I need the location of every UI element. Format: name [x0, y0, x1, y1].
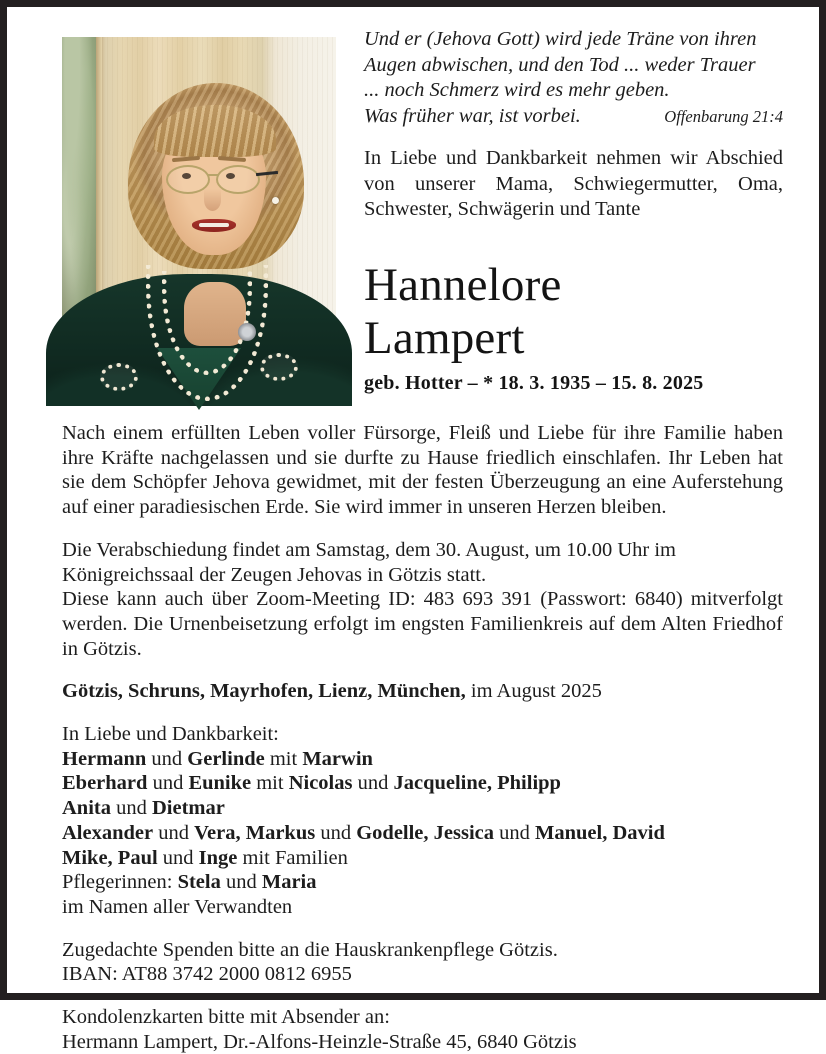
family-line: [62, 846, 783, 871]
family-line: [62, 895, 783, 920]
portrait-nose: [204, 189, 221, 211]
places-list: Götzis, Schruns, Mayrhofen, Lienz, München,: [62, 680, 466, 703]
notice-inner: [7, 7, 819, 1053]
portrait-photo: [62, 37, 336, 400]
photo-background-plant: [62, 37, 96, 337]
deceased-family-name: Lampert: [364, 312, 525, 364]
family-member-name: Anita: [62, 797, 111, 820]
family-connector: und: [352, 772, 394, 795]
portrait-head: [146, 93, 282, 271]
family-member-name: Manuel, David: [535, 821, 665, 844]
verse-line-2: Augen abwischen, und den Tod ... weder Trauer: [364, 53, 756, 76]
family-member-name: Eunike: [188, 772, 252, 795]
verse-line-4: Was früher war, ist vorbei.: [364, 104, 581, 127]
family-member-name: Marwin: [302, 747, 373, 770]
family-connector: mit: [251, 772, 289, 795]
family-member-name: Gerlinde: [187, 747, 265, 770]
verse-line-3: ... noch Schmerz wird es mehr geben.: [364, 79, 670, 101]
family-member-name: Maria: [261, 871, 317, 894]
portrait-earring: [272, 197, 279, 204]
family-member-name: Stela: [177, 871, 221, 894]
verse-reference: Offenbarung 21:4: [664, 106, 783, 126]
family-heading: In Liebe und Dankbarkeit:: [62, 723, 279, 746]
family-member-name: Mike, Paul: [62, 846, 158, 869]
spacer-after-zoom: [62, 661, 783, 679]
places-date: im August 2025: [465, 680, 602, 703]
verse-and-intro: [364, 27, 783, 223]
donation-block: [62, 938, 783, 987]
family-connector: und: [220, 871, 262, 894]
portrait-glasses-lens-right: [216, 165, 260, 194]
notice-body: [62, 421, 783, 1054]
portrait-photo-content: [62, 37, 336, 400]
family-connector: Pflegerinnen:: [62, 871, 178, 894]
family-member-name: Inge: [198, 846, 238, 869]
verse-line-1: Und er (Jehova Gott) wird jede Träne von ihren: [364, 28, 757, 50]
farewell-paragraph: Die Verabschiedung findet am Samstag, dem 30. August, um 10.00 Uhr im Königreichssaal der Zeugen Jehovas in Götzis statt.: [62, 538, 676, 586]
portrait-brooch-right: [260, 353, 298, 381]
family-line: [62, 747, 783, 772]
condolence-line-2: Hermann Lampert, Dr.-Alfons-Heinzle-Straße 45, 6840 Götzis: [62, 1030, 577, 1053]
family-connector: und: [315, 821, 357, 844]
portrait-brooch-left: [100, 363, 138, 391]
family-connector: und: [153, 821, 195, 844]
eulogy-paragraph: Nach einem erfüllten Leben voller Fürsorge, Fleiß und Liebe für ihre Familie haben ihre Kräfte nachgelassen und sie durfte zu Hause friedlich einschlafen. Ihr Leben hat sie dem Schöpfer Jehova gewidmet, mit der festen Überzeugung an eine Auferstehung auf einer paradiesischen Erde. Sie wird immer in unseren Herzen bleiben.: [62, 422, 783, 519]
portrait-glasses-bridge: [207, 174, 218, 176]
family-names-list: [62, 747, 783, 920]
deceased-birth-death-line: geb. Hotter – * 18. 3. 1935 – 15. 8. 2025: [364, 372, 704, 394]
family-connector: und: [110, 797, 152, 820]
family-connector: und: [147, 772, 189, 795]
deceased-name-block: [364, 259, 783, 395]
condolence-block: [62, 1005, 783, 1054]
family-line: [62, 771, 783, 796]
family-connector: und: [146, 747, 188, 770]
family-member-name: Hermann: [62, 747, 147, 770]
intro-text: In Liebe und Dankbarkeit nehmen wir Abschied von unserer Mama, Schwiegermutter, Oma, Schwester, Schwägerin und Tante: [364, 147, 783, 220]
family-line: [62, 870, 783, 895]
family-connector: mit: [264, 747, 303, 770]
family-line: [62, 821, 783, 846]
spacer-after-eulogy: [62, 520, 783, 538]
family-member-name: Dietmar: [151, 797, 225, 820]
family-line: [62, 796, 783, 821]
spacer-after-places: [62, 704, 783, 722]
places-and-date: [62, 679, 783, 704]
family-connector: im Namen aller Verwandten: [62, 895, 293, 918]
spacer-after-donation: [62, 987, 783, 1005]
family-member-name: Jacqueline, Philipp: [393, 772, 561, 795]
scripture-verse: [364, 27, 783, 129]
donation-line-1: Zugedachte Spenden bitte an die Hauskrankenpflege Götzis.: [62, 938, 558, 961]
deceased-given-name: Hannelore: [364, 259, 562, 311]
family-member-name: Alexander: [62, 821, 154, 844]
portrait-glasses: [164, 165, 268, 191]
donation-line-2: IBAN: AT88 3742 2000 0812 6955: [62, 963, 352, 986]
family-connector: und: [494, 821, 536, 844]
family-member-name: Nicolas: [288, 772, 353, 795]
family-connector: und: [157, 846, 199, 869]
spacer-after-family: [62, 920, 783, 938]
verse-line-4-with-reference: [364, 104, 783, 130]
portrait-mouth: [192, 219, 236, 232]
family-member-name: Godelle, Jessica: [356, 821, 495, 844]
family-connector: mit Familien: [237, 846, 348, 869]
portrait-necklace-clasp: [238, 323, 256, 341]
zoom-info-paragraph: Diese kann auch über Zoom-Meeting ID: 483 693 391 (Passwort: 6840) mitverfolgt werden. Die Urnenbeisetzung erfolgt im engsten Familienkreis auf dem Alten Friedhof in Götzis.: [62, 588, 783, 660]
family-member-name: Eberhard: [62, 772, 148, 795]
family-member-name: Vera, Markus: [194, 821, 316, 844]
condolence-line-1: Kondolenzkarten bitte mit Absender an:: [62, 1006, 390, 1029]
